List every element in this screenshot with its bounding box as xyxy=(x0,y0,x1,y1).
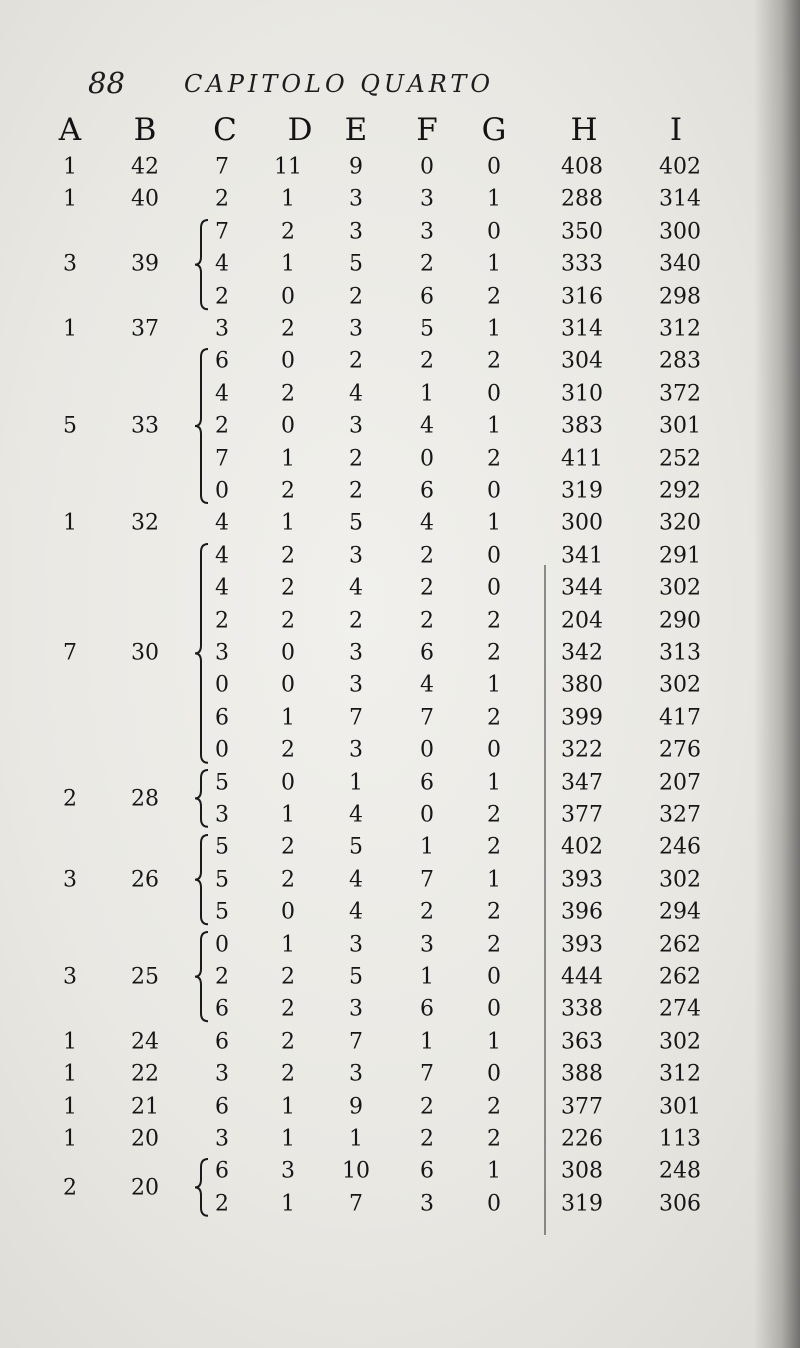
cell-a: 1 xyxy=(63,316,77,342)
cell-b: 42 xyxy=(131,154,159,180)
cell-i: 294 xyxy=(659,899,701,925)
cell-c: 3 xyxy=(215,802,229,828)
cell-d: 0 xyxy=(281,899,295,925)
cell-b: 39 xyxy=(131,251,159,277)
cell-f: 0 xyxy=(420,802,434,828)
cell-d: 2 xyxy=(281,996,295,1022)
cell-c: 7 xyxy=(215,154,229,180)
cell-d: 1 xyxy=(281,932,295,958)
group-brace xyxy=(192,833,210,926)
cell-f: 2 xyxy=(420,608,434,634)
cell-i: 302 xyxy=(659,1029,701,1055)
cell-f: 3 xyxy=(420,186,434,212)
cell-d: 0 xyxy=(281,413,295,439)
cell-f: 2 xyxy=(420,1126,434,1152)
cell-g: 2 xyxy=(487,608,501,634)
cell-e: 4 xyxy=(349,802,363,828)
cell-c: 6 xyxy=(215,705,229,731)
cell-f: 3 xyxy=(420,932,434,958)
cell-i: 340 xyxy=(659,251,701,277)
cell-h: 388 xyxy=(561,1061,603,1087)
column-header-d: D xyxy=(287,112,313,148)
cell-h: 319 xyxy=(561,478,603,504)
cell-c: 2 xyxy=(215,964,229,990)
cell-h: 314 xyxy=(561,316,603,342)
cell-h: 399 xyxy=(561,705,603,731)
cell-i: 327 xyxy=(659,802,701,828)
cell-g: 0 xyxy=(487,543,501,569)
cell-e: 4 xyxy=(349,381,363,407)
cell-f: 1 xyxy=(420,381,434,407)
cell-e: 9 xyxy=(349,154,363,180)
cell-g: 2 xyxy=(487,348,501,374)
cell-g: 2 xyxy=(487,640,501,666)
cell-d: 2 xyxy=(281,575,295,601)
column-header-a: A xyxy=(58,112,82,148)
column-header-g: G xyxy=(481,112,507,148)
cell-i: 113 xyxy=(659,1126,701,1152)
cell-i: 372 xyxy=(659,381,701,407)
cell-h: 322 xyxy=(561,737,603,763)
cell-g: 0 xyxy=(487,575,501,601)
cell-f: 1 xyxy=(420,834,434,860)
cell-b: 32 xyxy=(131,510,159,536)
cell-f: 5 xyxy=(420,316,434,342)
cell-h: 393 xyxy=(561,932,603,958)
cell-c: 7 xyxy=(215,219,229,245)
cell-d: 1 xyxy=(281,802,295,828)
cell-c: 0 xyxy=(215,672,229,698)
cell-h: 411 xyxy=(561,446,603,472)
cell-e: 3 xyxy=(349,737,363,763)
cell-i: 301 xyxy=(659,413,701,439)
cell-e: 5 xyxy=(349,964,363,990)
cell-i: 290 xyxy=(659,608,701,634)
cell-c: 4 xyxy=(215,543,229,569)
cell-d: 2 xyxy=(281,316,295,342)
cell-c: 2 xyxy=(215,284,229,310)
cell-a: 1 xyxy=(63,1061,77,1087)
cell-g: 1 xyxy=(487,770,501,796)
cell-e: 5 xyxy=(349,510,363,536)
cell-f: 4 xyxy=(420,672,434,698)
cell-c: 5 xyxy=(215,867,229,893)
cell-g: 1 xyxy=(487,867,501,893)
column-header-h: H xyxy=(570,112,598,148)
cell-a: 5 xyxy=(63,413,77,439)
group-brace xyxy=(192,768,210,829)
cell-h: 377 xyxy=(561,802,603,828)
cell-c: 4 xyxy=(215,510,229,536)
cell-e: 4 xyxy=(349,867,363,893)
cell-a: 2 xyxy=(63,1175,77,1201)
cell-e: 3 xyxy=(349,219,363,245)
cell-f: 2 xyxy=(420,1094,434,1120)
cell-f: 6 xyxy=(420,1158,434,1184)
cell-b: 25 xyxy=(131,964,159,990)
cell-i: 313 xyxy=(659,640,701,666)
cell-f: 6 xyxy=(420,640,434,666)
cell-h: 341 xyxy=(561,543,603,569)
cell-i: 291 xyxy=(659,543,701,569)
cell-b: 22 xyxy=(131,1061,159,1087)
cell-e: 3 xyxy=(349,1061,363,1087)
cell-a: 1 xyxy=(63,186,77,212)
cell-d: 1 xyxy=(281,446,295,472)
cell-e: 3 xyxy=(349,413,363,439)
cell-e: 2 xyxy=(349,478,363,504)
cell-c: 5 xyxy=(215,770,229,796)
cell-d: 2 xyxy=(281,381,295,407)
cell-d: 2 xyxy=(281,543,295,569)
running-title: CAPITOLO QUARTO xyxy=(184,70,495,98)
cell-f: 0 xyxy=(420,446,434,472)
cell-e: 3 xyxy=(349,640,363,666)
cell-c: 3 xyxy=(215,640,229,666)
cell-c: 6 xyxy=(215,996,229,1022)
cell-f: 2 xyxy=(420,348,434,374)
cell-i: 300 xyxy=(659,219,701,245)
cell-c: 5 xyxy=(215,834,229,860)
cell-h: 350 xyxy=(561,219,603,245)
cell-f: 7 xyxy=(420,867,434,893)
cell-h: 310 xyxy=(561,381,603,407)
cell-f: 7 xyxy=(420,705,434,731)
cell-c: 6 xyxy=(215,1158,229,1184)
cell-h: 402 xyxy=(561,834,603,860)
cell-h: 333 xyxy=(561,251,603,277)
cell-i: 301 xyxy=(659,1094,701,1120)
cell-c: 0 xyxy=(215,932,229,958)
cell-c: 2 xyxy=(215,413,229,439)
cell-e: 7 xyxy=(349,1191,363,1217)
column-rule xyxy=(544,565,546,1235)
cell-i: 248 xyxy=(659,1158,701,1184)
cell-h: 396 xyxy=(561,899,603,925)
cell-d: 2 xyxy=(281,478,295,504)
cell-c: 4 xyxy=(215,251,229,277)
cell-i: 276 xyxy=(659,737,701,763)
cell-g: 0 xyxy=(487,478,501,504)
cell-g: 2 xyxy=(487,932,501,958)
cell-g: 2 xyxy=(487,446,501,472)
cell-h: 377 xyxy=(561,1094,603,1120)
cell-g: 2 xyxy=(487,802,501,828)
cell-f: 4 xyxy=(420,510,434,536)
cell-g: 1 xyxy=(487,1158,501,1184)
cell-g: 2 xyxy=(487,834,501,860)
cell-f: 6 xyxy=(420,770,434,796)
cell-g: 1 xyxy=(487,316,501,342)
cell-h: 308 xyxy=(561,1158,603,1184)
cell-e: 3 xyxy=(349,932,363,958)
cell-g: 1 xyxy=(487,672,501,698)
cell-h: 338 xyxy=(561,996,603,1022)
cell-e: 2 xyxy=(349,608,363,634)
cell-i: 306 xyxy=(659,1191,701,1217)
cell-i: 262 xyxy=(659,964,701,990)
cell-e: 5 xyxy=(349,251,363,277)
cell-g: 0 xyxy=(487,219,501,245)
cell-f: 1 xyxy=(420,964,434,990)
cell-g: 1 xyxy=(487,1029,501,1055)
cell-h: 380 xyxy=(561,672,603,698)
cell-d: 0 xyxy=(281,284,295,310)
cell-d: 1 xyxy=(281,705,295,731)
cell-g: 0 xyxy=(487,1061,501,1087)
cell-i: 417 xyxy=(659,705,701,731)
cell-e: 4 xyxy=(349,575,363,601)
cell-g: 0 xyxy=(487,1191,501,1217)
cell-d: 1 xyxy=(281,1126,295,1152)
cell-d: 2 xyxy=(281,608,295,634)
group-brace xyxy=(192,542,210,765)
cell-d: 3 xyxy=(281,1158,295,1184)
cell-i: 320 xyxy=(659,510,701,536)
cell-c: 6 xyxy=(215,1029,229,1055)
group-brace xyxy=(192,218,210,311)
cell-f: 3 xyxy=(420,1191,434,1217)
cell-b: 26 xyxy=(131,867,159,893)
cell-c: 6 xyxy=(215,1094,229,1120)
cell-b: 30 xyxy=(131,640,159,666)
group-brace xyxy=(192,930,210,1023)
cell-e: 5 xyxy=(349,834,363,860)
cell-i: 292 xyxy=(659,478,701,504)
cell-f: 3 xyxy=(420,219,434,245)
cell-i: 302 xyxy=(659,575,701,601)
cell-b: 33 xyxy=(131,413,159,439)
cell-g: 0 xyxy=(487,737,501,763)
cell-d: 1 xyxy=(281,510,295,536)
cell-c: 3 xyxy=(215,316,229,342)
cell-h: 444 xyxy=(561,964,603,990)
cell-b: 28 xyxy=(131,786,159,812)
cell-i: 274 xyxy=(659,996,701,1022)
cell-d: 0 xyxy=(281,672,295,698)
cell-i: 302 xyxy=(659,867,701,893)
cell-e: 1 xyxy=(349,770,363,796)
cell-e: 7 xyxy=(349,705,363,731)
cell-g: 1 xyxy=(487,510,501,536)
cell-f: 0 xyxy=(420,154,434,180)
cell-e: 2 xyxy=(349,446,363,472)
cell-c: 2 xyxy=(215,186,229,212)
cell-h: 304 xyxy=(561,348,603,374)
group-brace xyxy=(192,347,210,505)
column-header-i: I xyxy=(669,112,683,148)
cell-f: 0 xyxy=(420,737,434,763)
cell-i: 314 xyxy=(659,186,701,212)
cell-g: 0 xyxy=(487,996,501,1022)
cell-g: 2 xyxy=(487,705,501,731)
group-brace xyxy=(192,1157,210,1218)
cell-h: 347 xyxy=(561,770,603,796)
cell-h: 344 xyxy=(561,575,603,601)
cell-a: 3 xyxy=(63,867,77,893)
cell-g: 2 xyxy=(487,1094,501,1120)
cell-c: 6 xyxy=(215,348,229,374)
cell-b: 40 xyxy=(131,186,159,212)
cell-h: 408 xyxy=(561,154,603,180)
column-header-b: B xyxy=(133,112,157,148)
cell-d: 2 xyxy=(281,219,295,245)
cell-i: 298 xyxy=(659,284,701,310)
cell-d: 11 xyxy=(274,154,302,180)
cell-d: 1 xyxy=(281,186,295,212)
column-header-e: E xyxy=(344,112,368,148)
cell-e: 7 xyxy=(349,1029,363,1055)
cell-g: 0 xyxy=(487,381,501,407)
cell-a: 3 xyxy=(63,964,77,990)
cell-h: 204 xyxy=(561,608,603,634)
cell-e: 10 xyxy=(342,1158,370,1184)
cell-e: 3 xyxy=(349,316,363,342)
cell-f: 6 xyxy=(420,478,434,504)
cell-d: 0 xyxy=(281,348,295,374)
cell-f: 6 xyxy=(420,284,434,310)
cell-h: 342 xyxy=(561,640,603,666)
cell-c: 0 xyxy=(215,478,229,504)
cell-c: 4 xyxy=(215,575,229,601)
cell-g: 1 xyxy=(487,251,501,277)
cell-f: 2 xyxy=(420,575,434,601)
cell-g: 0 xyxy=(487,964,501,990)
cell-d: 2 xyxy=(281,737,295,763)
cell-a: 1 xyxy=(63,1094,77,1120)
cell-a: 1 xyxy=(63,510,77,536)
cell-e: 2 xyxy=(349,348,363,374)
cell-h: 383 xyxy=(561,413,603,439)
column-header-f: F xyxy=(416,112,438,148)
cell-i: 312 xyxy=(659,316,701,342)
cell-i: 246 xyxy=(659,834,701,860)
cell-h: 319 xyxy=(561,1191,603,1217)
cell-h: 300 xyxy=(561,510,603,536)
cell-i: 207 xyxy=(659,770,701,796)
cell-e: 3 xyxy=(349,186,363,212)
cell-h: 363 xyxy=(561,1029,603,1055)
cell-i: 302 xyxy=(659,672,701,698)
cell-i: 402 xyxy=(659,154,701,180)
cell-g: 0 xyxy=(487,154,501,180)
cell-d: 2 xyxy=(281,867,295,893)
cell-c: 5 xyxy=(215,899,229,925)
cell-b: 20 xyxy=(131,1126,159,1152)
cell-i: 283 xyxy=(659,348,701,374)
cell-d: 1 xyxy=(281,1191,295,1217)
cell-e: 3 xyxy=(349,672,363,698)
cell-f: 2 xyxy=(420,543,434,569)
cell-b: 37 xyxy=(131,316,159,342)
cell-d: 1 xyxy=(281,1094,295,1120)
cell-h: 288 xyxy=(561,186,603,212)
cell-f: 4 xyxy=(420,413,434,439)
cell-i: 262 xyxy=(659,932,701,958)
cell-g: 2 xyxy=(487,1126,501,1152)
cell-d: 2 xyxy=(281,964,295,990)
cell-c: 2 xyxy=(215,608,229,634)
cell-c: 7 xyxy=(215,446,229,472)
cell-f: 2 xyxy=(420,899,434,925)
cell-h: 226 xyxy=(561,1126,603,1152)
cell-a: 1 xyxy=(63,1126,77,1152)
cell-d: 2 xyxy=(281,1061,295,1087)
page-number: 88 xyxy=(88,66,125,100)
cell-e: 9 xyxy=(349,1094,363,1120)
cell-e: 1 xyxy=(349,1126,363,1152)
cell-a: 2 xyxy=(63,786,77,812)
cell-a: 7 xyxy=(63,640,77,666)
cell-f: 7 xyxy=(420,1061,434,1087)
cell-g: 1 xyxy=(487,186,501,212)
cell-f: 6 xyxy=(420,996,434,1022)
cell-d: 0 xyxy=(281,640,295,666)
cell-b: 20 xyxy=(131,1175,159,1201)
cell-c: 4 xyxy=(215,381,229,407)
cell-f: 1 xyxy=(420,1029,434,1055)
cell-i: 252 xyxy=(659,446,701,472)
cell-e: 3 xyxy=(349,996,363,1022)
cell-d: 0 xyxy=(281,770,295,796)
cell-g: 2 xyxy=(487,284,501,310)
cell-e: 4 xyxy=(349,899,363,925)
column-header-c: C xyxy=(213,112,237,148)
cell-b: 24 xyxy=(131,1029,159,1055)
cell-b: 21 xyxy=(131,1094,159,1120)
cell-d: 1 xyxy=(281,251,295,277)
cell-i: 312 xyxy=(659,1061,701,1087)
cell-c: 0 xyxy=(215,737,229,763)
cell-h: 316 xyxy=(561,284,603,310)
cell-c: 3 xyxy=(215,1061,229,1087)
cell-e: 2 xyxy=(349,284,363,310)
cell-g: 1 xyxy=(487,413,501,439)
cell-f: 2 xyxy=(420,251,434,277)
cell-e: 3 xyxy=(349,543,363,569)
cell-c: 3 xyxy=(215,1126,229,1152)
cell-g: 2 xyxy=(487,899,501,925)
cell-a: 3 xyxy=(63,251,77,277)
cell-d: 2 xyxy=(281,1029,295,1055)
cell-d: 2 xyxy=(281,834,295,860)
cell-a: 1 xyxy=(63,1029,77,1055)
cell-a: 1 xyxy=(63,154,77,180)
cell-h: 393 xyxy=(561,867,603,893)
cell-c: 2 xyxy=(215,1191,229,1217)
